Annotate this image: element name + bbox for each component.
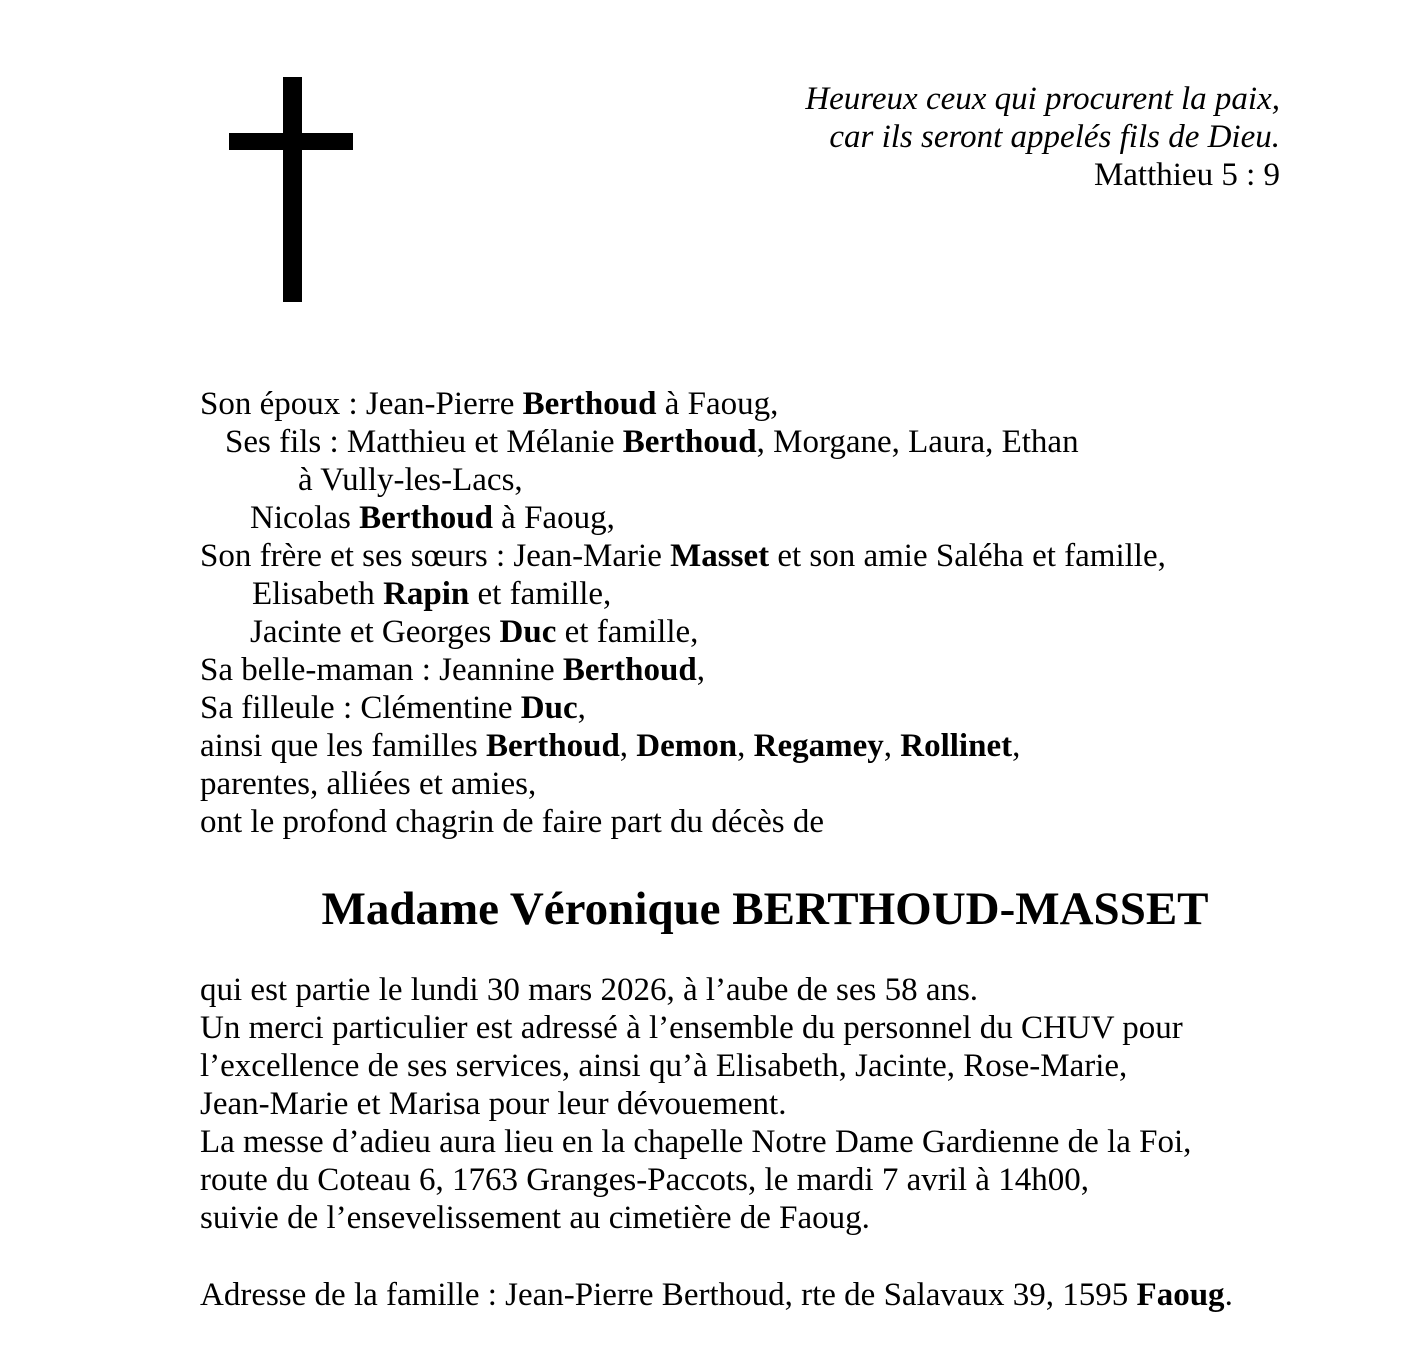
text-segment: Sa belle-maman : Jeannine: [200, 652, 563, 688]
bold-text-segment: Rapin: [383, 576, 470, 612]
text-line: [200, 1085, 1380, 1123]
bold-text-segment: Duc: [520, 690, 578, 726]
bold-text-segment: Masset: [670, 538, 770, 574]
text-line: [200, 1047, 1380, 1085]
text-segment: à Vully-les-Lacs,: [298, 462, 523, 498]
bold-text-segment: Berthoud: [359, 500, 493, 536]
text-line: [200, 1123, 1380, 1161]
text-segment: l’excellence de ses services, ainsi qu’à Elisabeth, Jacinte, Rose-Marie,: [200, 1048, 1128, 1084]
text-segment: Nicolas: [250, 500, 360, 536]
text-segment: Elisabeth: [252, 576, 384, 612]
text-segment: Jacinte et Georges: [250, 614, 500, 650]
text-segment: ont le profond chagrin de faire part du décès de: [200, 804, 824, 840]
text-line: [200, 727, 1360, 765]
text-segment: et famille,: [556, 614, 699, 650]
cross-vertical-bar: [283, 77, 302, 302]
bold-text-segment: Duc: [499, 614, 557, 650]
epigraph: [805, 80, 1280, 194]
text-segment: ,: [619, 728, 637, 764]
bold-text-segment: Berthoud: [562, 652, 697, 688]
text-line: [200, 651, 1360, 689]
text-segment: Ses fils : Matthieu et Mélanie: [225, 424, 623, 460]
epigraph-line-2: car ils seront appelés fils de Dieu.: [829, 119, 1280, 155]
text-line: [200, 1161, 1380, 1199]
text-segment: Jean-Marie et Marisa pour leur dévouement.: [200, 1086, 787, 1122]
bold-text-segment: Demon: [636, 728, 738, 764]
text-segment: ,: [1012, 728, 1021, 764]
text-line: [200, 1199, 1380, 1237]
bold-text-segment: Rollinet: [900, 728, 1013, 764]
text-segment: , Morgane, Laura, Ethan: [756, 424, 1079, 460]
text-segment: Adresse de la famille : Jean-Pierre Berthoud, rte de Salavaux 39, 1595: [200, 1277, 1137, 1313]
funeral-details-block: [200, 971, 1380, 1237]
cross-icon: [229, 77, 353, 302]
text-line: [252, 575, 1360, 613]
text-segment: route du Coteau 6, 1763 Granges-Paccots, le mardi 7 avril à 14h00,: [200, 1162, 1089, 1198]
bold-text-segment: Berthoud: [522, 386, 657, 422]
cross-horizontal-bar: [229, 133, 353, 150]
text-line: [225, 423, 1360, 461]
text-segment: à Faoug,: [656, 386, 779, 422]
text-segment: parentes, alliées et amies,: [200, 766, 537, 802]
text-segment: La messe d’adieu aura lieu en la chapelle Notre Dame Gardienne de la Foi,: [200, 1124, 1192, 1160]
text-segment: ,: [577, 690, 586, 726]
text-line: [200, 1276, 1380, 1314]
text-segment: ainsi que les familles: [200, 728, 486, 764]
text-segment: et famille,: [469, 576, 612, 612]
bold-text-segment: Berthoud: [622, 424, 757, 460]
text-line: [200, 1009, 1380, 1047]
text-line: [250, 613, 1360, 651]
family-address-line: [200, 1276, 1380, 1314]
text-segment: suivie de l’ensevelissement au cimetière de Faoug.: [200, 1200, 870, 1236]
text-segment: Son frère et ses sœurs : Jean-Marie: [200, 538, 671, 574]
text-segment: ,: [737, 728, 754, 764]
family-announcement-block: [200, 385, 1360, 841]
text-line: [200, 765, 1360, 803]
text-segment: et son amie Saléha et famille,: [769, 538, 1166, 574]
text-segment: Son époux : Jean-Pierre: [200, 386, 523, 422]
text-segment: ,: [883, 728, 901, 764]
text-segment: Sa filleule : Clémentine: [200, 690, 521, 726]
text-segment: qui est partie le lundi 30 mars 2026, à l’aube de ses 58 ans.: [200, 972, 979, 1008]
text-segment: Un merci particulier est adressé à l’ensemble du personnel du CHUV pour: [200, 1010, 1183, 1046]
text-line: [200, 385, 1360, 423]
text-segment: .: [1224, 1277, 1233, 1313]
text-line: [298, 461, 1360, 499]
bold-text-segment: Berthoud: [485, 728, 620, 764]
text-line: [200, 803, 1360, 841]
text-line: [250, 499, 1360, 537]
bold-text-segment: Regamey: [753, 728, 884, 764]
deceased-name-title: Madame Véronique BERTHOUD-MASSET: [321, 883, 1209, 935]
epigraph-reference: Matthieu 5 : 9: [1093, 157, 1280, 193]
text-segment: à Faoug,: [492, 500, 615, 536]
bold-text-segment: Faoug: [1136, 1277, 1225, 1313]
epigraph-line-1: Heureux ceux qui procurent la paix,: [805, 81, 1280, 117]
text-line: [200, 971, 1380, 1009]
text-line: [200, 537, 1360, 575]
text-line: [200, 689, 1360, 727]
text-segment: ,: [696, 652, 705, 688]
